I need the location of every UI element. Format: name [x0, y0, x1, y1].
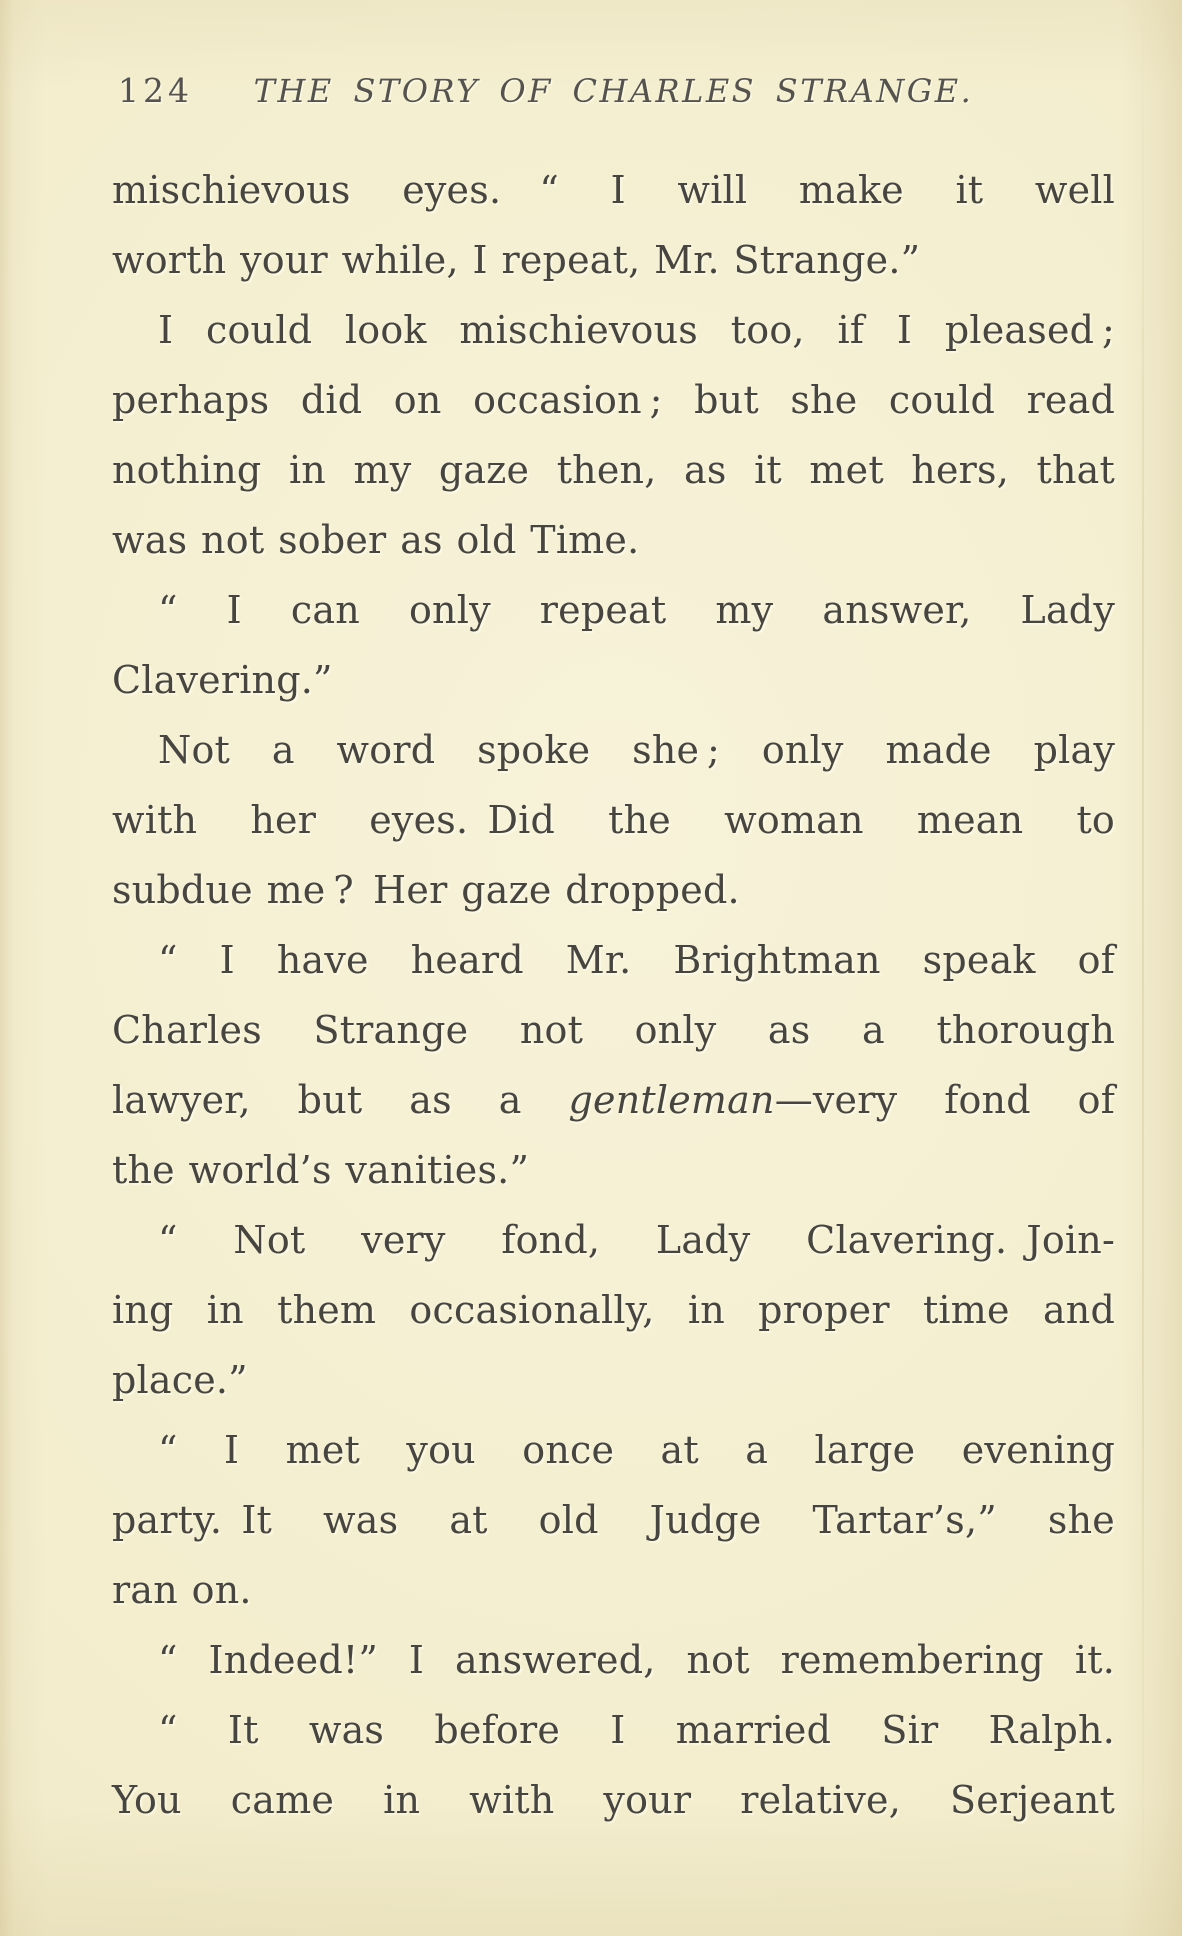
text-segment: I could look mischievous too, if I pleased ;	[158, 308, 1115, 352]
text-line	[112, 1135, 1115, 1205]
text-line	[112, 575, 1115, 645]
running-head	[112, 60, 1115, 122]
text-line	[112, 1065, 1115, 1135]
text-line	[112, 1415, 1115, 1485]
text-line	[112, 1345, 1115, 1415]
text-segment: Not a word spoke she ; only made play	[158, 728, 1115, 772]
running-title: THE STORY OF CHARLES STRANGE.	[253, 72, 974, 110]
text-line	[112, 1765, 1115, 1835]
text-line	[112, 1695, 1115, 1765]
text-segment: ran on.	[112, 1568, 252, 1612]
text-segment: place.”	[112, 1358, 248, 1402]
page-crease	[1142, 0, 1144, 1936]
text-segment: “ It was before I married Sir Ralph.	[158, 1708, 1115, 1752]
text-line	[112, 435, 1115, 505]
text-line	[112, 785, 1115, 855]
text-line	[112, 925, 1115, 995]
text-segment: perhaps did on occasion ; but she could read	[112, 378, 1115, 422]
text-line	[112, 1205, 1115, 1275]
text-line	[112, 225, 1115, 295]
text-line	[112, 1625, 1115, 1695]
text-segment: “ I can only repeat my answer, Lady	[158, 588, 1115, 632]
text-line	[112, 855, 1115, 925]
text-line	[112, 505, 1115, 575]
text-segment: “ Indeed!” I answered, not remembering it.	[158, 1638, 1115, 1682]
text-segment: was not sober as old Time.	[112, 518, 640, 562]
text-segment: lawyer, but as a	[112, 1078, 569, 1122]
text-line	[112, 365, 1115, 435]
text-segment: subdue me ? Her gaze dropped.	[112, 868, 740, 912]
text-line	[112, 155, 1115, 225]
text-segment: ing in them occasionally, in proper time and	[112, 1288, 1115, 1332]
text-segment: with her eyes. Did the woman mean to	[112, 798, 1115, 842]
text-line	[112, 1485, 1115, 1555]
text-segment: party. It was at old Judge Tartar’s,” she	[112, 1498, 1115, 1542]
text-line	[112, 295, 1115, 365]
text-segment: You came in with your relative, Serjeant	[112, 1778, 1115, 1822]
text-segment: “ I met you once at a large evening	[158, 1428, 1115, 1472]
text-segment: nothing in my gaze then, as it met hers, that	[112, 448, 1115, 492]
text-line	[112, 995, 1115, 1065]
text-line	[112, 1555, 1115, 1625]
text-block	[112, 155, 1115, 1835]
text-segment: Charles Strange not only as a thorough	[112, 1008, 1115, 1052]
text-segment: worth your while, I repeat, Mr. Strange.”	[112, 238, 921, 282]
text-segment: —very fond of	[774, 1078, 1115, 1122]
text-segment: mischievous eyes. “ I will make it well	[112, 168, 1115, 212]
text-segment: “ I have heard Mr. Brightman speak of	[158, 938, 1115, 982]
text-line	[112, 1275, 1115, 1345]
text-segment: the world’s vanities.”	[112, 1148, 530, 1192]
text-segment: Clavering.”	[112, 658, 333, 702]
text-line	[112, 645, 1115, 715]
text-segment: “ Not very fond, Lady Clavering. Join-	[158, 1218, 1115, 1262]
italic-word: gentleman	[568, 1078, 775, 1122]
text-line	[112, 715, 1115, 785]
page-number: 124	[118, 71, 193, 110]
